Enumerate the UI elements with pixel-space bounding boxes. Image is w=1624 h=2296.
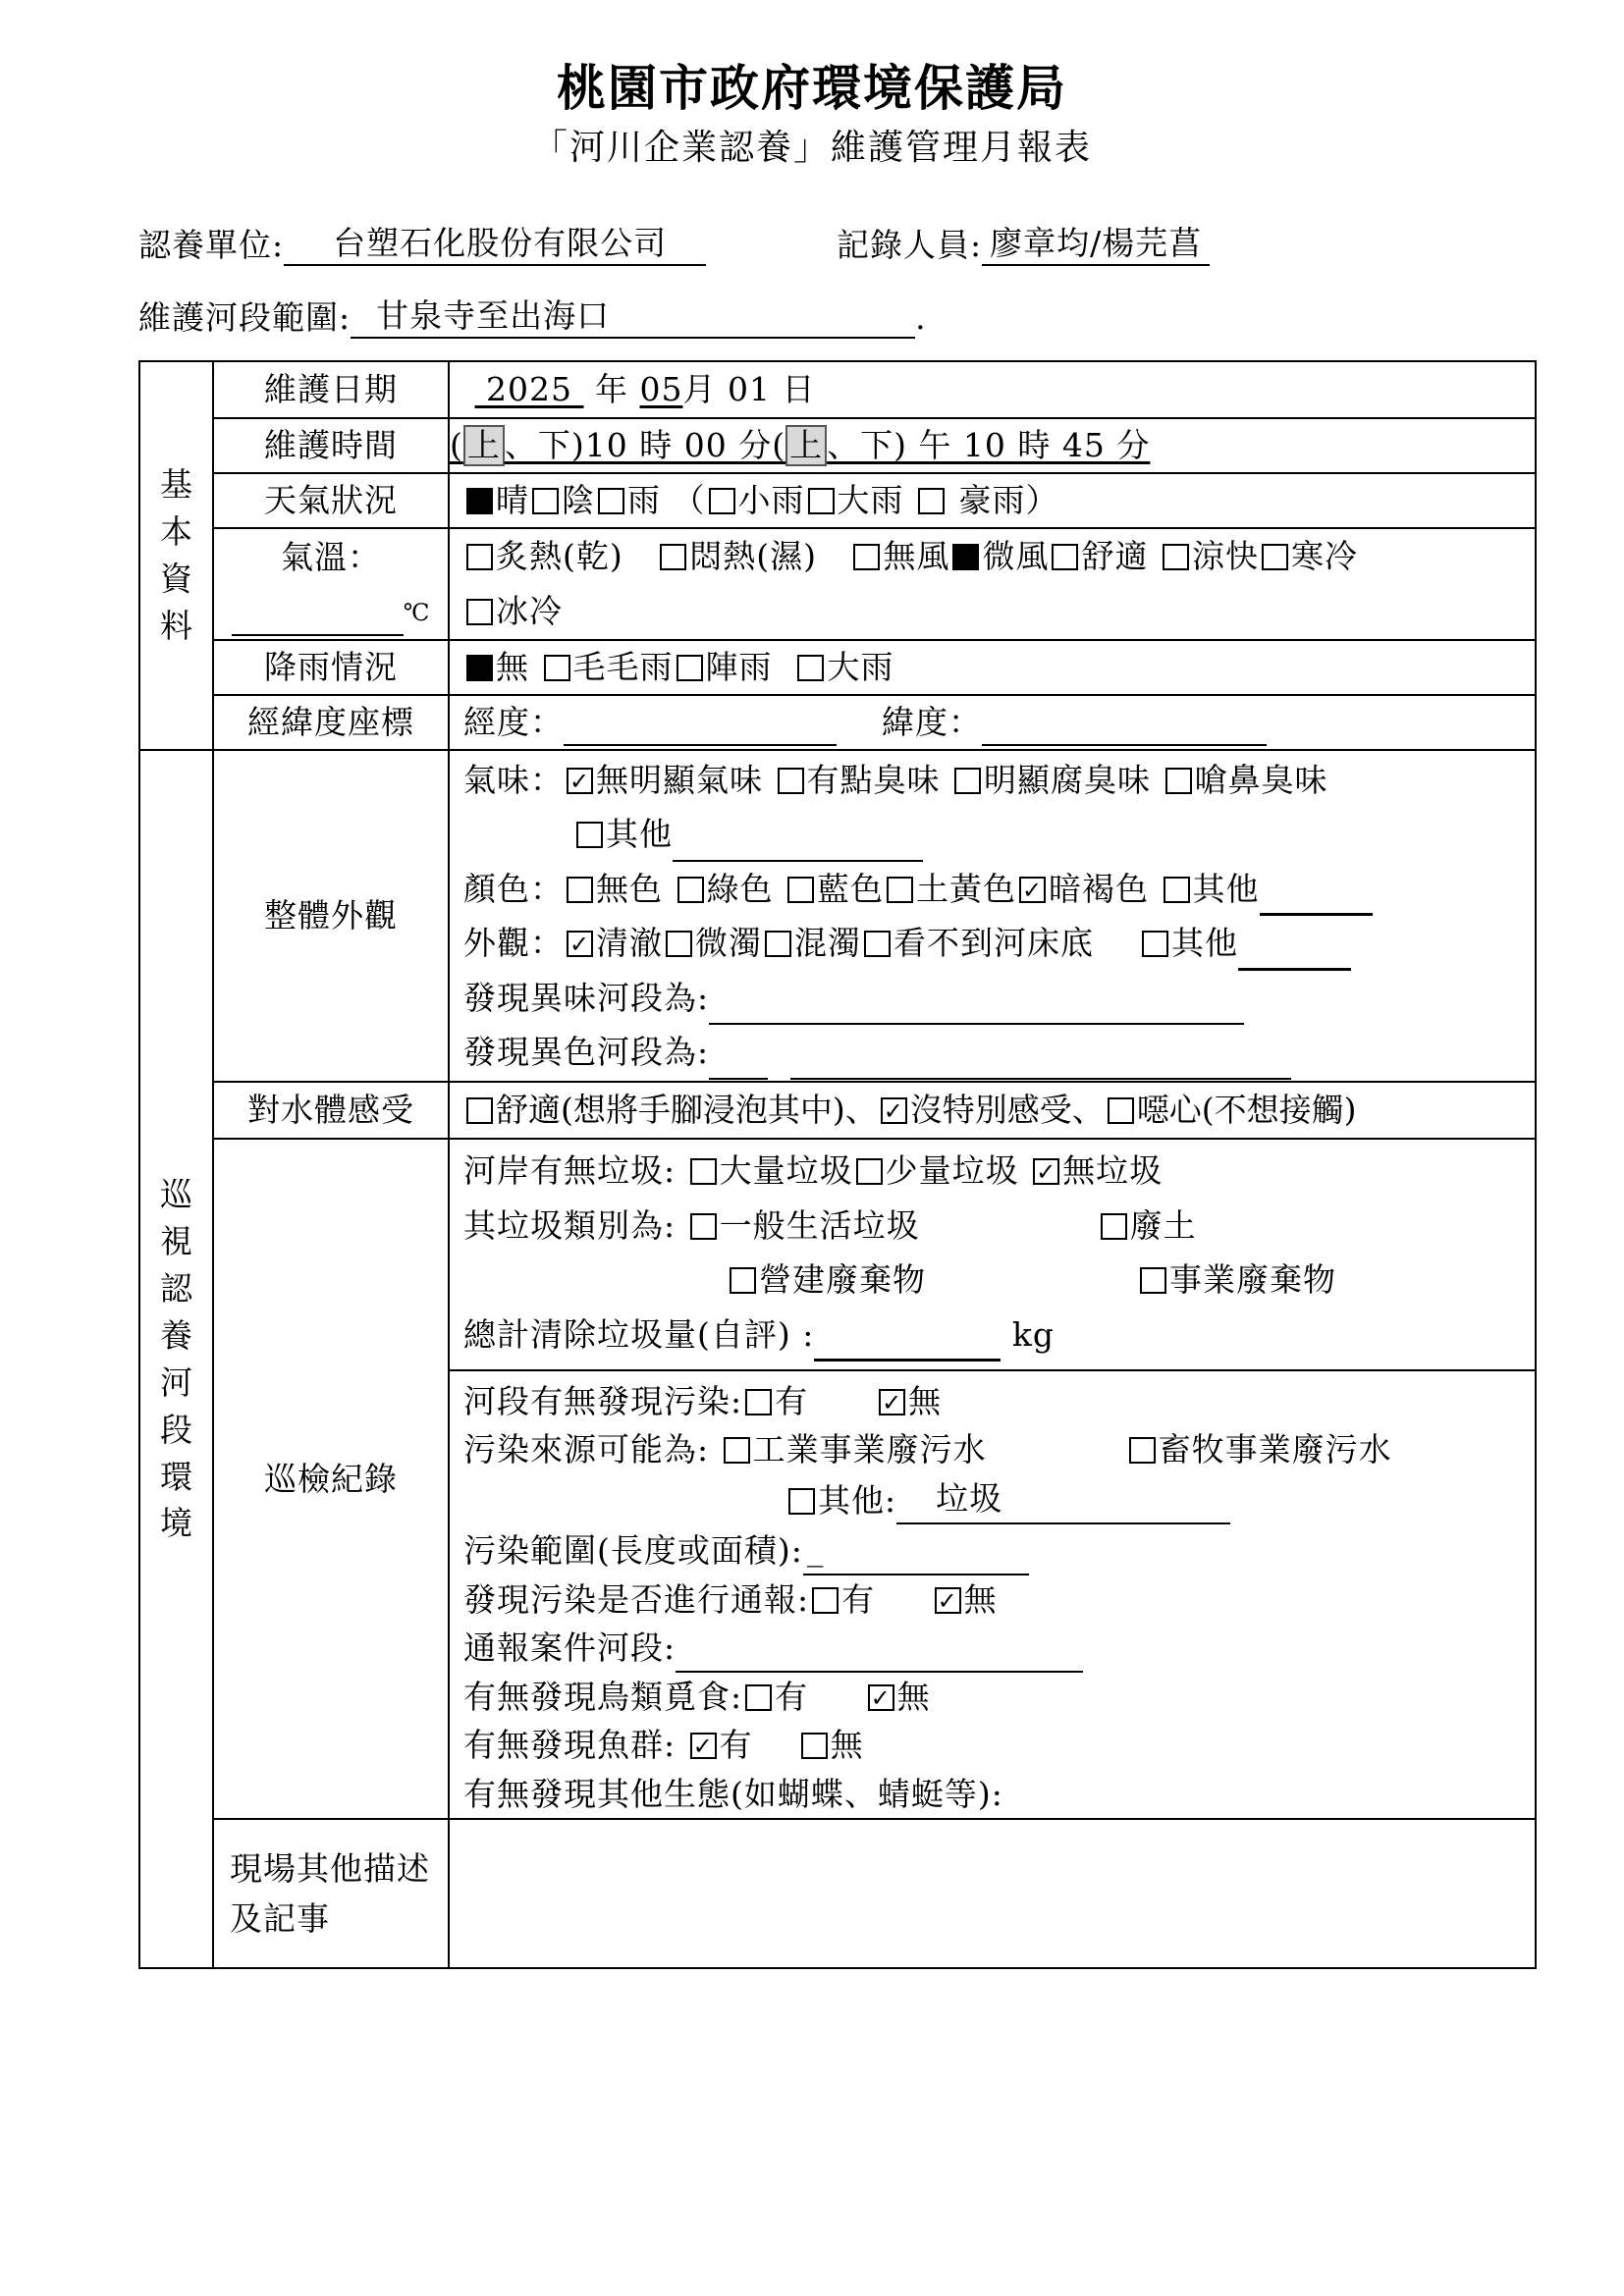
- trash-block: [450, 1140, 1535, 1371]
- inspection-content: [449, 1139, 1536, 1819]
- recorder-value[interactable]: 廖章均/楊芫菖: [982, 218, 1210, 266]
- heavy-rain-label: 大雨: [827, 648, 894, 687]
- smell-pungent-label: 嗆鼻臭味: [1194, 760, 1328, 799]
- pollution-no-label: 無: [908, 1381, 943, 1420]
- type-soil-checkbox[interactable]: [1101, 1213, 1127, 1240]
- shower-checkbox[interactable]: [677, 655, 703, 681]
- temperature-options: [449, 528, 1536, 640]
- comfort-checkbox[interactable]: [1052, 544, 1078, 570]
- look-bottom-checkbox[interactable]: [864, 931, 891, 957]
- page-subtitle: 「河川企業認養」維護管理月報表: [531, 128, 1092, 168]
- cool-checkbox[interactable]: [1163, 544, 1189, 570]
- drizzle-label: 毛毛雨: [572, 648, 674, 687]
- maintenance-range-value[interactable]: 甘泉寺至出海口: [351, 291, 915, 339]
- trash-type-label: 其垃圾類別為:: [463, 1205, 677, 1245]
- pollution-yes-checkbox[interactable]: [745, 1389, 772, 1415]
- type-build-checkbox[interactable]: [730, 1267, 756, 1294]
- page-title: 桃園市政府環境保護局: [557, 59, 1067, 117]
- date-year[interactable]: 2025: [486, 370, 572, 409]
- appearance-content: [449, 750, 1536, 1082]
- smell-slight-label: 有點臭味: [806, 760, 941, 799]
- trash-lot-checkbox[interactable]: [690, 1158, 717, 1185]
- total-unit: kg: [1011, 1314, 1055, 1354]
- smell-none-checkbox[interactable]: [567, 768, 593, 794]
- patrol-section-label: 巡視認養河段環境: [139, 750, 213, 1968]
- adopting-unit-value[interactable]: 台塑石化股份有限公司: [284, 218, 706, 266]
- fish-no-label: 無: [830, 1726, 864, 1765]
- look-other-checkbox[interactable]: [1142, 931, 1168, 957]
- total-input[interactable]: [814, 1323, 1001, 1362]
- celsius-unit: ℃: [403, 599, 431, 627]
- source-other-input[interactable]: 垃圾: [896, 1474, 1230, 1525]
- color-blue-label: 藍色: [817, 869, 884, 908]
- pollution-range-input[interactable]: _: [803, 1524, 1029, 1575]
- coords-fields: [449, 695, 1536, 750]
- day-unit: 日: [782, 370, 816, 409]
- no-wind-label: 無風: [883, 537, 950, 575]
- bird-no-label: 無: [896, 1677, 931, 1716]
- color-green-checkbox[interactable]: [677, 877, 704, 903]
- adopting-unit: [138, 218, 706, 266]
- color-yellow-label: 土黃色: [916, 869, 1016, 908]
- weather-sunny-checkbox[interactable]: [466, 488, 493, 514]
- smell-slight-checkbox[interactable]: [778, 768, 804, 794]
- temperature-label-cell: [213, 528, 449, 640]
- other-notes-label: 現場其他描述及記事: [213, 1819, 449, 1968]
- smell-other-input[interactable]: [673, 825, 923, 862]
- report-no-label: 無: [963, 1579, 998, 1619]
- rainfall-options: [449, 640, 1536, 695]
- other-notes-field[interactable]: [449, 1819, 1536, 1968]
- shower-label: 陣雨: [705, 648, 773, 687]
- time-text: ( 上 、下)10 時 00 分( 上 、下) 午 10 時 45 分: [450, 426, 1151, 465]
- pollution-block: [450, 1371, 1535, 1819]
- look-slight-checkbox[interactable]: [666, 931, 692, 957]
- look-label: 外觀：: [463, 924, 564, 963]
- color-other-label: 其他: [1192, 869, 1260, 908]
- trash-lot-label: 大量垃圾: [719, 1151, 853, 1191]
- smell-pungent-checkbox[interactable]: [1165, 768, 1192, 794]
- feeling-comfort-label: 舒適(想將手腳浸泡其中)、: [496, 1091, 878, 1130]
- cool-label: 涼快: [1191, 537, 1259, 575]
- trash-label: 河岸有無垃圾:: [463, 1151, 677, 1191]
- weather-light-rain-checkbox[interactable]: [709, 488, 735, 514]
- smell-rot-label: 明顯腐臭味: [984, 760, 1151, 799]
- look-turbid-checkbox[interactable]: [765, 931, 791, 957]
- recorder: [837, 218, 1210, 266]
- color-green-label: 綠色: [706, 869, 774, 908]
- eco-label: 有無發現其他生態(如蝴蝶、蜻蜓等):: [463, 1774, 1003, 1813]
- rain-none-checkbox[interactable]: [466, 655, 493, 681]
- adopting-unit-label: 認養單位:: [138, 226, 285, 264]
- color-none-checkbox[interactable]: [567, 877, 593, 903]
- latitude-input[interactable]: [982, 709, 1267, 746]
- look-bottom-label: 看不到河床底: [893, 924, 1094, 963]
- type-build-label: 營建廢棄物: [759, 1260, 926, 1300]
- fish-no-checkbox[interactable]: [801, 1733, 828, 1759]
- appearance-label: 整體外觀: [213, 750, 449, 1082]
- no-wind-checkbox[interactable]: [853, 544, 880, 570]
- color-section-label: 發現異色河段為:: [463, 1033, 710, 1072]
- weather-heavy-rain-label: 大雨: [837, 481, 904, 520]
- weather-rain-checkbox[interactable]: [598, 488, 624, 514]
- date-value[interactable]: [449, 361, 1536, 418]
- comfort-label: 舒適: [1081, 537, 1149, 575]
- color-yellow-checkbox[interactable]: [887, 877, 913, 903]
- trash-none-label: 無垃圾: [1062, 1151, 1164, 1191]
- report-yes-checkbox[interactable]: [812, 1587, 839, 1614]
- maintenance-range-label: 維護河段範圍:: [138, 298, 352, 337]
- look-slight-label: 微濁: [695, 924, 762, 963]
- feeling-label: 對水體感受: [213, 1082, 449, 1139]
- coords-label: 經緯度座標: [213, 695, 449, 750]
- hot-wet-checkbox[interactable]: [660, 544, 686, 570]
- look-clear-label: 清澈: [596, 924, 663, 963]
- icy-label: 冰冷: [496, 592, 563, 631]
- feeling-none-checkbox[interactable]: [881, 1097, 907, 1124]
- bird-no-checkbox[interactable]: [868, 1684, 894, 1711]
- weather-cloudy-label: 陰: [562, 481, 595, 520]
- smell-other-label: 其他: [606, 815, 673, 854]
- case-label: 通報案件河段:: [463, 1629, 677, 1668]
- report-yes-label: 有: [841, 1579, 876, 1619]
- source-industry-label: 工業事業廢污水: [752, 1430, 987, 1469]
- feeling-disgust-checkbox[interactable]: [1108, 1097, 1134, 1124]
- hot-wet-label: 悶熱(濕): [689, 537, 817, 575]
- heavy-rain-checkbox[interactable]: [797, 655, 824, 681]
- report-no-checkbox[interactable]: [935, 1587, 961, 1614]
- type-life-checkbox[interactable]: [690, 1213, 717, 1240]
- source-industry-checkbox[interactable]: [724, 1437, 750, 1464]
- odor-section-input[interactable]: [709, 988, 1244, 1025]
- pollution-label: 河段有無發現污染:: [463, 1381, 743, 1420]
- source-other-label: 其他:: [818, 1480, 897, 1520]
- weather-heavy-rain-checkbox[interactable]: [808, 488, 835, 514]
- maintenance-range: [138, 291, 927, 339]
- color-label: 顏色：: [463, 869, 564, 908]
- color-none-label: 無色: [596, 869, 663, 908]
- look-other-label: 其他: [1170, 924, 1238, 963]
- feeling-none-label: 沒特別感受、: [909, 1091, 1105, 1130]
- source-livestock-checkbox[interactable]: [1129, 1437, 1156, 1464]
- inspection-label: 巡檢紀錄: [213, 1139, 449, 1819]
- feeling-options: [449, 1082, 1536, 1139]
- smell-rot-checkbox[interactable]: [954, 768, 981, 794]
- pollution-yes-label: 有: [775, 1381, 809, 1420]
- basic-section-label: 基本資料: [139, 361, 213, 750]
- breeze-checkbox[interactable]: [952, 544, 979, 570]
- color-other-checkbox[interactable]: [1164, 877, 1190, 903]
- color-section-input-b[interactable]: [790, 1042, 1291, 1080]
- trash-little-checkbox[interactable]: [856, 1158, 883, 1185]
- hot-dry-label: 炙熱(乾): [496, 537, 623, 575]
- type-life-label: 一般生活垃圾: [719, 1205, 920, 1245]
- feeling-disgust-label: 噁心(不想接觸): [1136, 1091, 1357, 1130]
- am-marker-start[interactable]: 上: [463, 425, 505, 466]
- trash-little-label: 少量垃圾: [885, 1151, 1019, 1191]
- bird-yes-label: 有: [775, 1677, 809, 1716]
- icy-checkbox[interactable]: [466, 599, 493, 625]
- latitude-label: 緯度：: [881, 703, 982, 742]
- month-unit: 月: [682, 370, 717, 409]
- color-section-input-a[interactable]: [709, 1042, 768, 1080]
- weather-options: [449, 473, 1536, 528]
- cold-label: 寒冷: [1290, 537, 1358, 575]
- color-brown-label: 暗褐色: [1049, 869, 1149, 908]
- weather-sunny-label: 晴: [496, 481, 529, 520]
- bird-yes-checkbox[interactable]: [745, 1684, 772, 1711]
- recorder-label: 記錄人員:: [837, 226, 983, 264]
- weather-label: 天氣狀況: [213, 473, 449, 528]
- weather-rain-label: 雨 （: [627, 481, 706, 520]
- odor-section-label: 發現異味河段為:: [463, 978, 710, 1017]
- weather-storm-checkbox[interactable]: [918, 488, 945, 514]
- color-brown-checkbox[interactable]: [1019, 877, 1046, 903]
- cold-checkbox[interactable]: [1262, 544, 1288, 570]
- range-end-mark: .: [915, 298, 927, 337]
- feeling-comfort-checkbox[interactable]: [466, 1097, 493, 1124]
- smell-other-checkbox[interactable]: [576, 822, 603, 848]
- source-other-checkbox[interactable]: [788, 1488, 815, 1515]
- fish-label: 有無發現魚群:: [463, 1726, 677, 1765]
- temperature-label: 氣溫：: [281, 538, 381, 577]
- fish-yes-checkbox[interactable]: [690, 1733, 717, 1759]
- time-value[interactable]: [449, 418, 1536, 473]
- smell-label: 氣味：: [463, 760, 564, 799]
- date-month[interactable]: 05: [639, 370, 683, 409]
- weather-storm-label: 豪雨）: [958, 481, 1059, 520]
- rainfall-label: 降雨情況: [213, 640, 449, 695]
- look-clear-checkbox[interactable]: [567, 931, 593, 957]
- rain-none-label: 無: [496, 648, 529, 687]
- type-soil-label: 廢土: [1129, 1205, 1197, 1245]
- source-label: 污染來源可能為:: [463, 1430, 710, 1469]
- longitude-input[interactable]: [564, 709, 837, 746]
- date-label: 維護日期: [213, 361, 449, 418]
- trash-none-checkbox[interactable]: [1033, 1158, 1059, 1185]
- temperature-input[interactable]: [232, 599, 404, 636]
- weather-cloudy-checkbox[interactable]: [532, 488, 559, 514]
- type-biz-label: 事業廢棄物: [1169, 1260, 1336, 1300]
- case-input[interactable]: [676, 1635, 1083, 1673]
- report-table: [138, 360, 1537, 1969]
- report-label: 發現污染是否進行通報:: [463, 1579, 810, 1619]
- fish-yes-label: 有: [719, 1726, 753, 1765]
- hot-dry-checkbox[interactable]: [466, 544, 493, 570]
- drizzle-checkbox[interactable]: [544, 655, 570, 681]
- look-turbid-label: 混濁: [794, 924, 861, 963]
- breeze-label: 微風: [982, 537, 1050, 575]
- color-blue-checkbox[interactable]: [787, 877, 814, 903]
- am-marker-end[interactable]: 上: [785, 425, 827, 466]
- bird-label: 有無發現鳥類覓食:: [463, 1677, 743, 1716]
- look-other-input[interactable]: [1238, 933, 1351, 971]
- longitude-label: 經度：: [463, 703, 564, 742]
- year-unit: 年: [594, 370, 628, 409]
- type-biz-checkbox[interactable]: [1140, 1267, 1166, 1294]
- time-label: 維護時間: [213, 418, 449, 473]
- source-livestock-label: 畜牧事業廢污水: [1158, 1430, 1392, 1469]
- smell-none-label: 無明顯氣味: [596, 760, 763, 799]
- color-other-input[interactable]: [1260, 878, 1373, 916]
- date-day[interactable]: 01: [727, 370, 771, 409]
- pollution-range-label: 污染範圍(長度或面積):: [463, 1531, 803, 1571]
- total-label: 總計清除垃圾量(自評) :: [463, 1314, 815, 1354]
- weather-light-rain-label: 小雨: [737, 481, 805, 520]
- pollution-no-checkbox[interactable]: [879, 1389, 905, 1415]
